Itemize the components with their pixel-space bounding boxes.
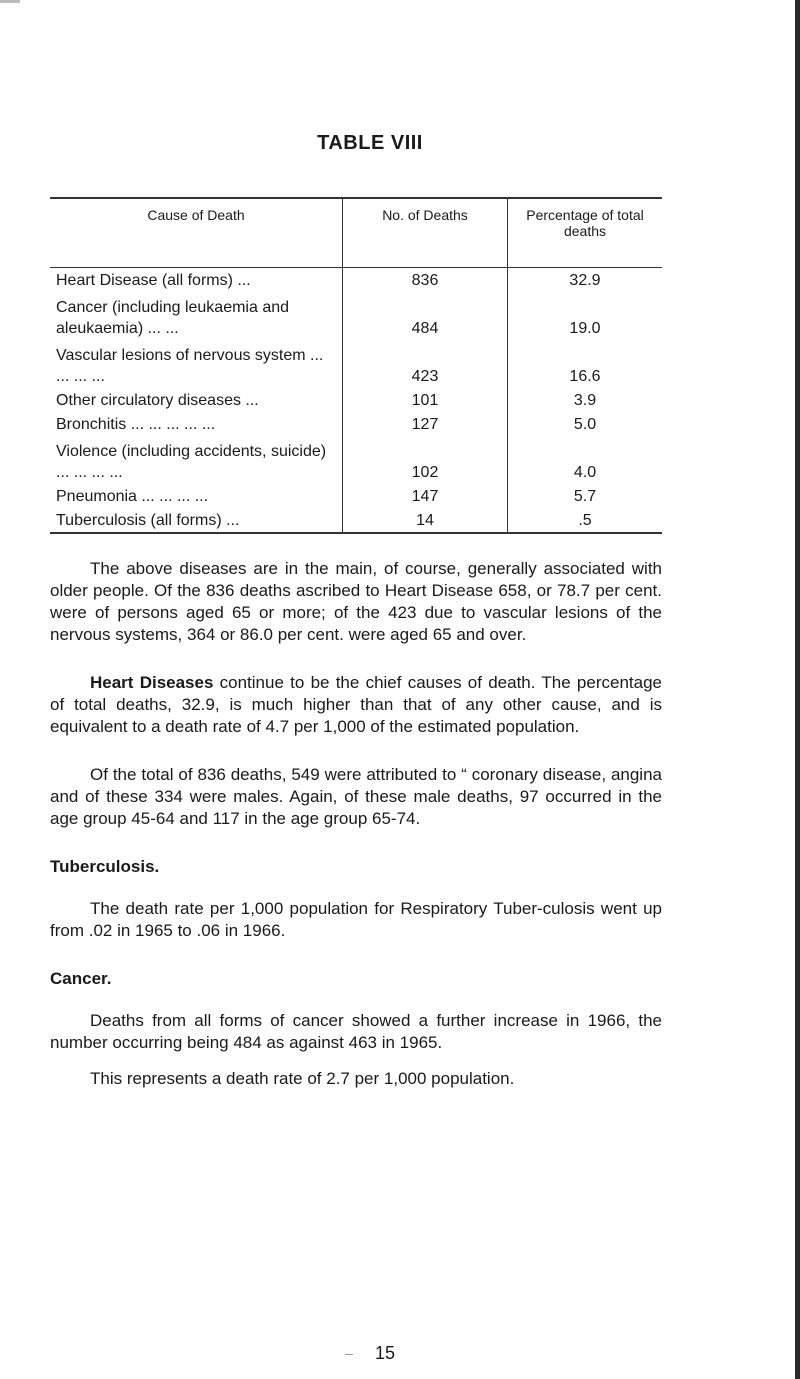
table-header-row (50, 198, 662, 268)
cell-cause: Cancer (including leukaemia and aleukaemia) ... ... (50, 292, 343, 340)
table-row (50, 268, 662, 293)
cell-percentage: 3.9 (573, 392, 597, 409)
cell-deaths: 147 (343, 484, 508, 508)
cell-percentage: 16.6 (569, 368, 601, 385)
cell-cause: Violence (including accidents, suicide) ... ... ... ... (50, 436, 343, 484)
table-row (50, 340, 662, 388)
cell-deaths: 423 (343, 340, 508, 388)
page-number: 15 (375, 1343, 396, 1363)
table-row (50, 508, 662, 533)
header-deaths: No. of Deaths (343, 198, 508, 268)
heading-cancer: Cancer. (50, 969, 112, 988)
deaths-table (50, 197, 662, 534)
cell-percentage: .5 (508, 508, 663, 533)
cell-percentage: 32.9 (569, 272, 601, 289)
scan-edge-mark (0, 0, 20, 3)
cell-cause: Heart Disease (all forms) ... (50, 268, 343, 293)
cell-percentage: 4.0 (573, 464, 597, 481)
cell-percentage: 19.0 (569, 320, 601, 337)
paragraph-death-rate: This represents a death rate of 2.7 per 1,000 population. (90, 1069, 515, 1088)
cell-cause: Pneumonia ... ... ... ... (50, 484, 343, 508)
cell-cause: Vascular lesions of nervous system ... ... ... ... (50, 340, 343, 388)
cell-deaths: 14 (343, 508, 508, 533)
table-row (50, 436, 662, 484)
scan-edge-shadow (795, 0, 800, 1379)
table-row (50, 484, 662, 508)
paragraph-heart-diseases (50, 672, 662, 738)
paragraph-older-people: The above diseases are in the main, of course, generally associated with older people. Of the 836 deaths ascribed to Heart Disease 658, or 78.7 per cent. were of persons aged 65 or more; of the 423 due to vascular lesions of the nervous systems, 364 or 86.0 per cent. were aged 65 and over. (50, 559, 662, 644)
cell-cause: Other circulatory diseases ... (50, 388, 343, 412)
table-row (50, 292, 662, 340)
page-title: TABLE VIII (317, 132, 423, 154)
header-cause: Cause of Death (50, 198, 343, 268)
cell-deaths: 101 (343, 388, 508, 412)
heart-diseases-text: continue to be the chief causes of death. The percentage of total deaths, 32.9, is much higher than that of any other cause, and is equivalent to a death rate of 4.7 per 1,000 of the estimated population. (50, 673, 662, 736)
heading-tuberculosis: Tuberculosis. (50, 857, 160, 876)
cell-percentage: 5.7 (573, 488, 597, 505)
cell-deaths: 127 (343, 412, 508, 436)
table-row (50, 412, 662, 436)
scan-dash-mark (345, 1354, 353, 1355)
cell-cause: Bronchitis ... ... ... ... ... (50, 412, 343, 436)
paragraph-cancer: Deaths from all forms of cancer showed a further increase in 1966, the number occurring being 484 as against 463 in 1965. (50, 1011, 662, 1052)
header-percentage: Percentage of total deaths (508, 198, 663, 268)
paragraph-coronary: Of the total of 836 deaths, 549 were attributed to “ coronary disease, angina and of these 334 were males. Again, of these male deaths, 97 occurred in the age group 45-64 and 117 in the age group 65-74. (50, 765, 662, 828)
cell-deaths: 484 (343, 292, 508, 340)
cell-deaths: 102 (343, 436, 508, 484)
paragraph-tuberculosis: The death rate per 1,000 population for Respiratory Tuber-culosis went up from .02 in 1965 to .06 in 1966. (50, 899, 662, 940)
body-text (50, 558, 662, 1116)
cell-deaths: 836 (343, 268, 508, 293)
heart-diseases-lead: Heart Diseases (90, 673, 214, 692)
table-row (50, 388, 662, 412)
cell-percentage: 5.0 (573, 416, 597, 433)
cell-cause: Tuberculosis (all forms) ... (50, 508, 343, 533)
